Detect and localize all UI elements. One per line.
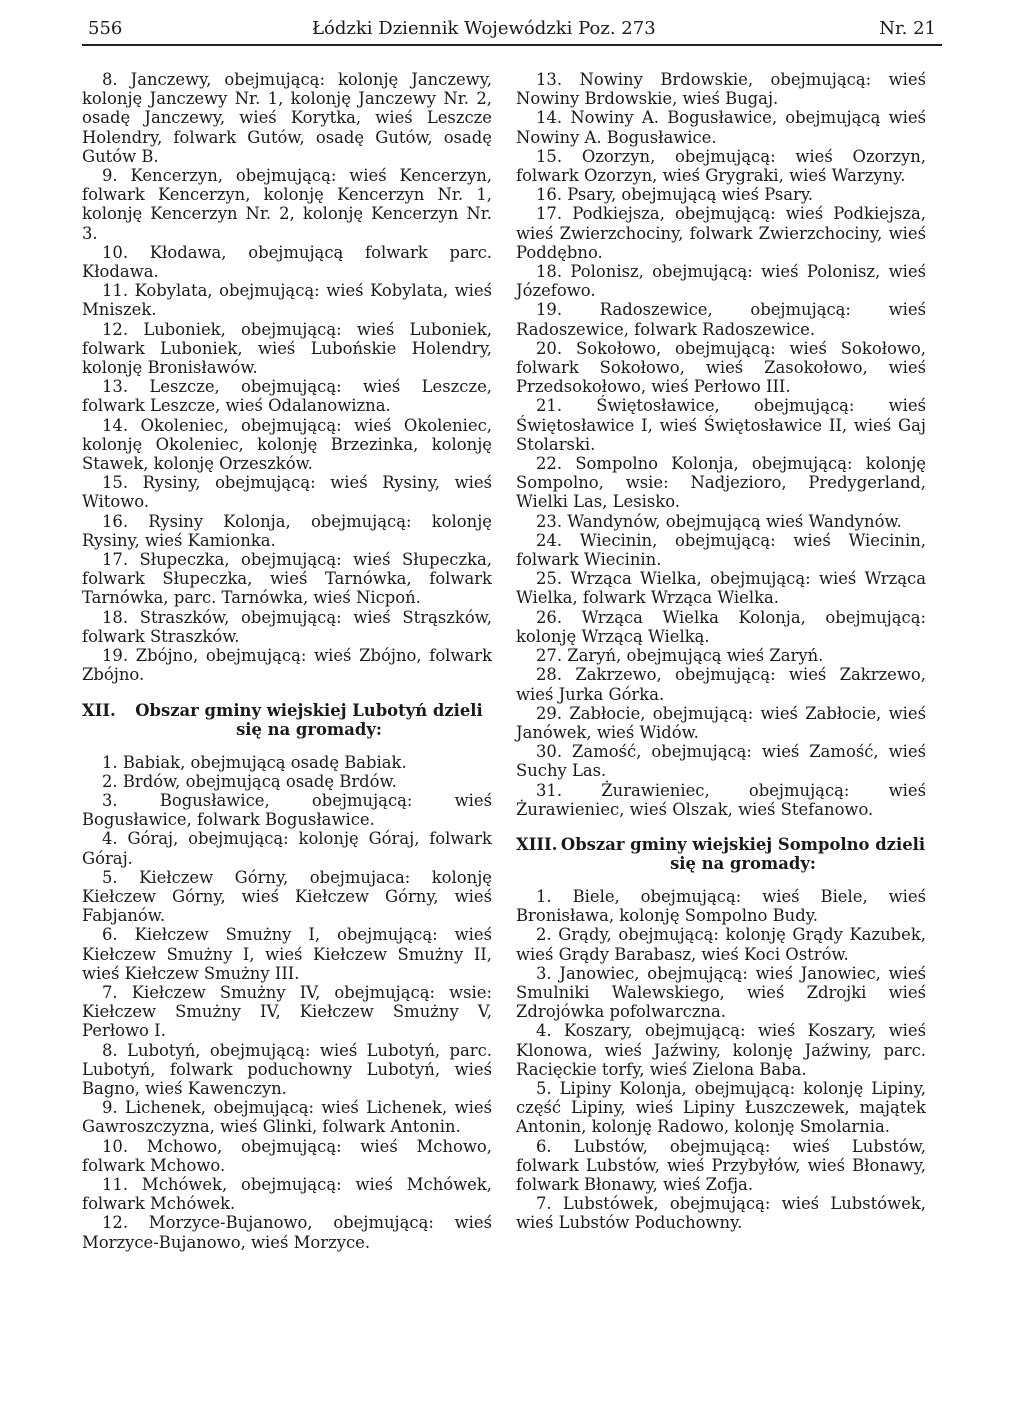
section-number: XII. <box>82 700 116 720</box>
list-item: 11. Kobylata, obejmującą: wieś Kobylata, wieś Mniszek. <box>82 281 492 320</box>
list-item: 19. Zbójno, obejmującą: wieś Zbójno, folwark Zbójno. <box>82 646 492 685</box>
list-item: 16. Psary, obejmującą wieś Psary. <box>536 185 814 205</box>
list-item: 19. Radoszewice, obejmującą: wieś Radoszewice, folwark Radoszewice. <box>516 300 926 339</box>
list-item: 5. Kiełczew Górny, obejmujaca: kolonję Kiełczew Górny, wieś Kiełczew Górny, wieś Fabjanów. <box>82 867 492 926</box>
list-item: 24. Wiecinin, obejmującą: wieś Wiecinin, folwark Wiecinin. <box>516 530 926 570</box>
list-item: 10. Kłodawa, obejmującą folwark parc. Kłodawa. <box>82 242 492 282</box>
section-title: Obszar gminy wiejskiej Lubotyń dzieli się na gromady: <box>135 700 483 739</box>
page-header <box>82 18 942 46</box>
section-number: XIII. <box>516 834 558 854</box>
list-item: 28. Zakrzewo, obejmującą: wieś Zakrzewo, wieś Jurka Górka. <box>516 665 926 704</box>
list-item: 4. Góraj, obejmującą: kolonję Góraj, folwark Góraj. <box>82 829 492 868</box>
list-item: 4. Koszary, obejmującą: wieś Koszary, wieś Klonowa, wieś Jaźwiny, kolonję Jaźwiny, parc. Racięckie torfy, wieś Zielona Baba. <box>516 1021 926 1079</box>
issue-number: Nr. 21 <box>879 18 936 39</box>
list-item: 29. Zabłocie, obejmującą: wieś Zabłocie, wieś Janówek, wieś Widów. <box>516 703 926 742</box>
list-item: 14. Okoleniec, obejmującą: wieś Okoleniec, kolonję Okoleniec, kolonję Brzezinka, kolonję Stawek, kolonję Orzeszków. <box>82 415 492 474</box>
list-item: 18. Straszków, obejmującą: wieś Strąszków, folwark Straszków. <box>82 607 492 646</box>
list-item: 15. Ozorzyn, obejmującą: wieś Ozorzyn, folwark Ozorzyn, wieś Grygraki, wieś Warzyny. <box>516 146 926 186</box>
list-item: 7. Lubstówek, obejmującą: wieś Lubstówek, wieś Lubstów Poduchowny. <box>516 1194 926 1233</box>
section-title: Obszar gminy wiejskiej Sompolno dzieli się na gromady: <box>560 834 926 873</box>
list-item: 9. Lichenek, obejmującą: wieś Lichenek, wieś Gawroszczyzna, wieś Glinki, folwark Antonin. <box>82 1098 492 1137</box>
list-item: 17. Słupeczka, obejmującą: wieś Słupeczka, folwark Słupeczka, wieś Tarnówka, folwark Tarnówka, parc. Tarnówka, wieś Nicpoń. <box>82 550 492 608</box>
list-item: 21. Świętosławice, obejmującą: wieś Świętosławice I, wieś Świętosławice II, wieś Gaj Stolarski. <box>516 396 926 454</box>
list-item: 22. Sompolno Kolonja, obejmującą: kolonję Sompolno, wsie: Nadjezioro, Predygerland, Wielki Las, Lesisko. <box>516 454 926 512</box>
list-item: 17. Podkiejsza, obejmującą: wieś Podkiejsza, wieś Zwierzchociny, folwark Zwierzchociny, wieś Poddębno. <box>516 204 926 262</box>
list-item: 1. Biele, obejmującą: wieś Biele, wieś Bronisława, kolonję Sompolno Budy. <box>516 886 926 926</box>
list-item: 12. Luboniek, obejmującą: wieś Luboniek, folwark Luboniek, wieś Lubońskie Holendry, kolonję Bronisławów. <box>82 319 492 378</box>
list-item: 30. Zamość, obejmującą: wieś Zamość, wieś Suchy Las. <box>516 742 926 781</box>
left-column <box>82 70 492 1252</box>
list-item: 2. Grądy, obejmującą: kolonję Grądy Kazubek, wieś Grądy Barabasz, wieś Koci Ostrów. <box>516 925 926 964</box>
right-column <box>516 70 926 1233</box>
list-item: 6. Kiełczew Smużny I, obejmującą: wieś Kiełczew Smużny I, wieś Kiełczew Smużny II, wieś Kiełczew Smużny III. <box>82 925 492 983</box>
list-item: 2. Brdów, obejmującą osadę Brdów. <box>102 771 397 791</box>
list-item: 5. Lipiny Kolonja, obejmującą: kolonję Lipiny, część Lipiny, wieś Lipiny Łuszczewek, majątek Antonin, kolonję Radowo, kolonję Smolarnia. <box>516 1078 926 1137</box>
list-item: 13. Nowiny Brdowskie, obejmującą: wieś Nowiny Brdowskie, wieś Bugaj. <box>516 70 926 109</box>
right-list-a <box>516 70 926 819</box>
list-item: 26. Wrząca Wielka Kolonja, obejmującą: kolonję Wrzącą Wielką. <box>516 607 926 646</box>
list-item: 20. Sokołowo, obejmującą: wieś Sokołowo, folwark Sokołowo, wieś Zasokołowo, wieś Przedsokołowo, wieś Perłowo III. <box>516 338 926 397</box>
list-item: 31. Żurawieniec, obejmującą: wieś Żurawieniec, wieś Olszak, wieś Stefanowo. <box>516 780 926 819</box>
list-item: 8. Janczewy, obejmującą: kolonję Janczewy, kolonję Janczewy Nr. 1, kolonję Janczewy Nr. 2, osadę Janczewy, wieś Korytka, wieś Leszcze Holendry, folwark Gutów, osadę Gutów, osadę Gutów B. <box>82 70 492 166</box>
list-item: 12. Morzyce-Bujanowo, obejmującą: wieś Morzyce-Bujanowo, wieś Morzyce. <box>82 1213 492 1252</box>
list-item: 15. Rysiny, obejmującą: wieś Rysiny, wieś Witowo. <box>82 473 492 512</box>
left-list-a <box>82 70 492 685</box>
list-item: 16. Rysiny Kolonja, obejmującą: kolonję Rysiny, wieś Kamionka. <box>82 511 492 550</box>
list-item: 13. Leszcze, obejmującą: wieś Leszcze, folwark Leszcze, wieś Odalanowizna. <box>82 377 492 416</box>
list-item: 14. Nowiny A. Bogusławice, obejmującą wieś Nowiny A. Bogusławice. <box>516 108 926 147</box>
list-item: 18. Polonisz, obejmującą: wieś Polonisz, wieś Józefowo. <box>516 262 926 301</box>
list-item: 11. Mchówek, obejmującą: wieś Mchówek, folwark Mchówek. <box>82 1174 492 1214</box>
list-item: 25. Wrząca Wielka, obejmującą: wieś Wrząca Wielka, folwark Wrząca Wielka. <box>516 569 926 608</box>
list-item: 10. Mchowo, obejmującą: wieś Mchowo, folwark Mchowo. <box>82 1136 492 1175</box>
left-list-b <box>82 753 492 1252</box>
list-item: 7. Kiełczew Smużny IV, obejmującą: wsie: Kiełczew Smużny IV, Kiełczew Smużny V, Perłowo I. <box>82 982 492 1041</box>
journal-title: Łódzki Dziennik Wojewódzki Poz. 273 <box>312 18 656 39</box>
list-item: 23. Wandynów, obejmującą wieś Wandynów. <box>536 511 902 531</box>
list-item: 3. Bogusławice, obejmującą: wieś Bogusławice, folwark Bogusławice. <box>82 790 492 830</box>
list-item: 6. Lubstów, obejmującą: wieś Lubstów, folwark Lubstów, wieś Przybyłów, wieś Błonawy, folwark Błonawy, wieś Zofja. <box>516 1136 926 1194</box>
page-number: 556 <box>88 18 123 39</box>
list-item: 1. Babiak, obejmującą osadę Babiak. <box>102 752 407 772</box>
list-item: 27. Zaryń, obejmującą wieś Zaryń. <box>536 646 824 666</box>
list-item: 8. Lubotyń, obejmującą: wieś Lubotyń, parc. Lubotyń, folwark poduchowny Lubotyń, wieś Bagno, wieś Kawenczyn. <box>82 1040 492 1098</box>
right-list-b <box>516 887 926 1233</box>
list-item: 9. Kencerzyn, obejmującą: wieś Kencerzyn, folwark Kencerzyn, kolonję Kencerzyn Nr. 1, kolonję Kencerzyn Nr. 2, kolonję Kencerzyn Nr. 3. <box>82 166 492 243</box>
section-heading <box>82 701 492 739</box>
section-heading <box>516 835 926 873</box>
list-item: 3. Janowiec, obejmującą: wieś Janowiec, wieś Smulniki Walewskiego, wieś Zdrojki wieś Zdrojówka pofolwarczna. <box>516 963 926 1022</box>
